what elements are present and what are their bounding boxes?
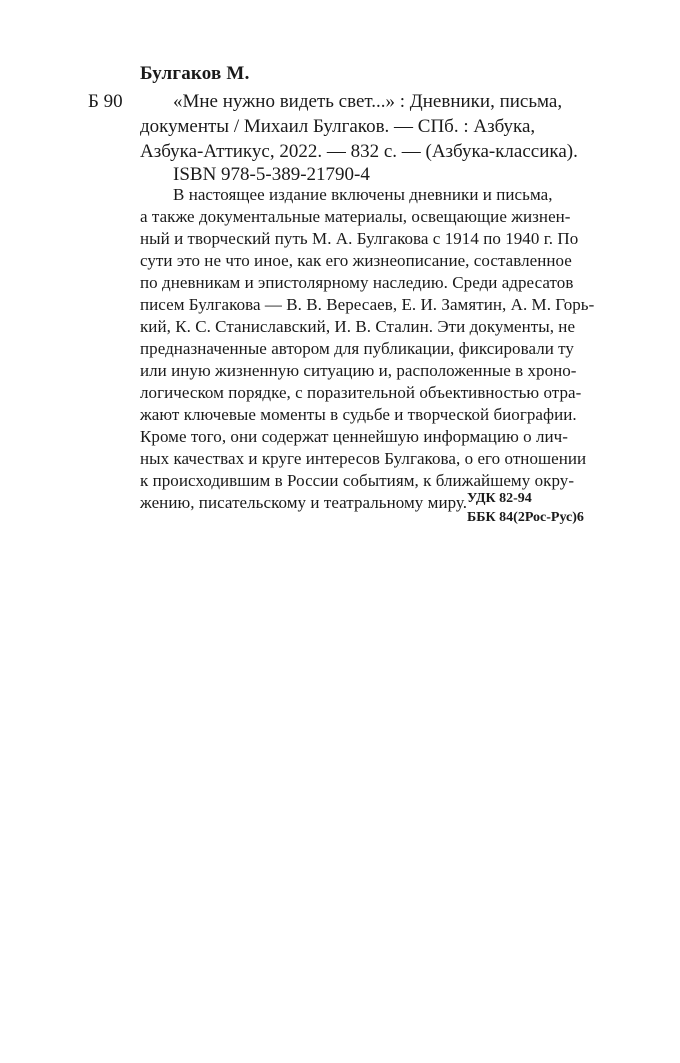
author-heading: Булгаков М. <box>140 63 250 84</box>
annotation-line: сути это не что иное, как его жизнеописание, составленное <box>140 251 572 270</box>
isbn-line: ISBN 978-5-389-21790-4 <box>173 164 370 185</box>
annotation-line: кий, К. С. Станиславский, И. В. Сталин. Эти документы, не <box>140 317 576 336</box>
annotation-line: логическом порядке, с поразительной объективностью отра- <box>140 383 582 402</box>
annotation-line: писем Булгакова — В. В. Вересаев, Е. И. Замятин, А. М. Горь- <box>140 295 595 314</box>
annotation-line: жают ключевые моменты в судьбе и творческой биографии. <box>140 405 577 424</box>
bibliographic-line: «Мне нужно видеть свет...» : Дневники, письма, <box>173 91 563 112</box>
annotation-line: ных качествах и круге интересов Булгакова, о его отношении <box>140 449 587 468</box>
annotation-line: по дневникам и эпистолярному наследию. Среди адресатов <box>140 273 574 292</box>
annotation-line: ный и творческий путь М. А. Булгакова с 1914 по 1940 г. По <box>140 229 579 248</box>
annotation-line: а также документальные материалы, освещающие жизнен- <box>140 207 571 226</box>
annotation-line: предназначенные автором для публикации, фиксировали ту <box>140 339 574 358</box>
annotation-line: к происходившим в России событиям, к ближайшему окру- <box>140 471 575 490</box>
bbk-code: ББК 84(2Рос-Рус)6 <box>467 510 584 525</box>
bibliographic-line: документы / Михаил Булгаков. — СПб. : Азбука, <box>140 116 536 137</box>
author-mark-code: Б 90 <box>88 91 123 112</box>
udk-code: УДК 82-94 <box>467 491 532 506</box>
annotation-line: В настоящее издание включены дневники и письма, <box>173 185 553 204</box>
annotation-line: или иную жизненную ситуацию и, расположенные в хроно- <box>140 361 577 380</box>
annotation-line: Кроме того, они содержат ценнейшую информацию о лич- <box>140 427 568 446</box>
bibliographic-line: Азбука-Аттикус, 2022. — 832 с. — (Азбука-классика). <box>140 141 578 162</box>
annotation-line: жению, писательскому и театральному миру. <box>140 493 468 512</box>
